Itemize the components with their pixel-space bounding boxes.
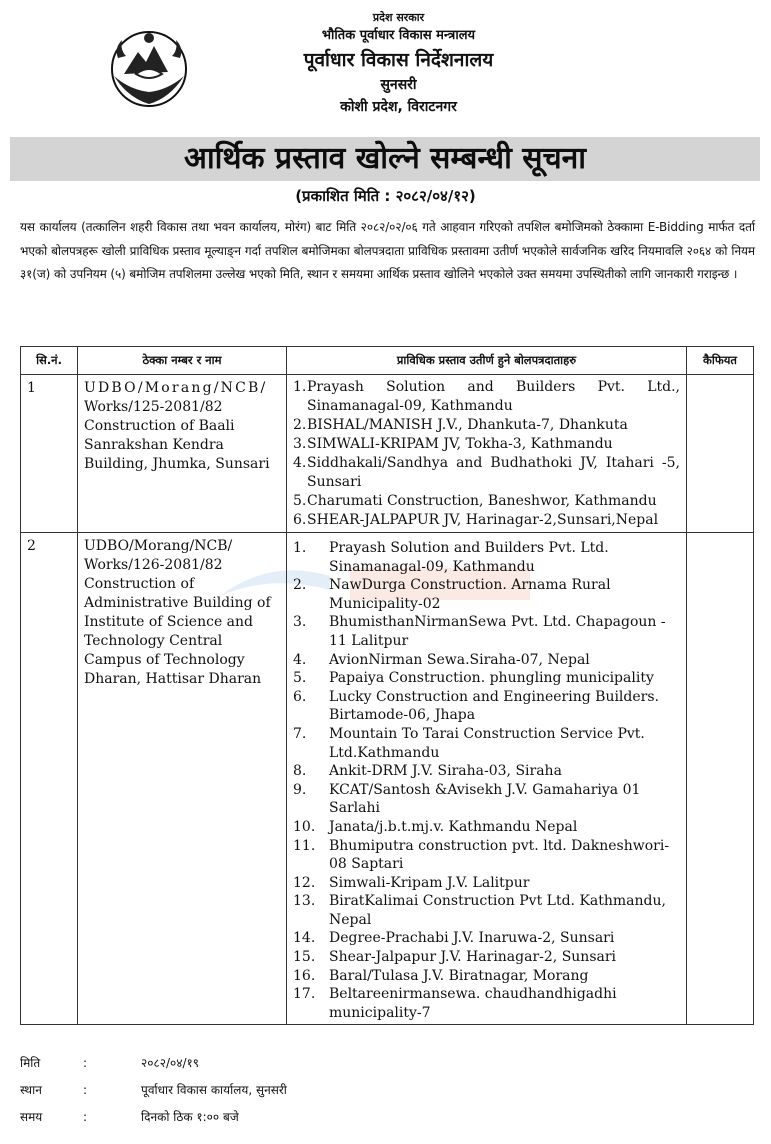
bidder-name: Lucky Construction and Engineering Builders. Birtamode-06, Jhapa: [329, 688, 659, 724]
list-item: [293, 967, 680, 986]
date-label: मिति: [20, 1056, 41, 1070]
list-item: [293, 688, 680, 725]
list-item: [293, 948, 680, 967]
date-value: २०८२/०४/१९: [141, 1056, 200, 1070]
bidder-name: Ankit-DRM J.V. Siraha-03, Siraha: [329, 763, 562, 780]
date-row: [20, 1050, 740, 1077]
time-label: समय: [20, 1110, 43, 1124]
list-item: [293, 781, 680, 818]
list-item: [293, 651, 680, 670]
list-item: [293, 539, 680, 576]
list-item: [293, 669, 680, 688]
bidder-name: Degree-Prachabi J.V. Inaruwa-2, Sunsari: [329, 930, 615, 947]
column-header-bidders: प्राविधिक प्रस्ताव उतीर्ण हुने बोलपत्रदाताहरु: [287, 347, 687, 375]
contract-title: Construction of Administrative Building of Institute of Science and Technology Central Campus of Technology Dharan, Hattisar Dharan: [84, 576, 271, 687]
list-item: [293, 874, 680, 893]
bidders-list: [287, 533, 686, 1024]
bidder-name: SHEAR-JALPAPUR JV, Harinagar-2,Sunsari,Nepal: [307, 512, 659, 528]
item-number: 16.: [293, 967, 316, 984]
contract-title: Construction of Baali Sanrakshan Kendra Building, Jhumka, Sunsari: [84, 418, 270, 472]
bidders-table: [20, 346, 754, 1025]
bidder-name: NawDurga Construction. Arnama Rural Municipality-02: [329, 577, 611, 612]
bidder-name: AvionNirman Sewa.Siraha-07, Nepal: [329, 651, 590, 668]
colon: :: [83, 1083, 88, 1097]
item-number: 1.: [293, 540, 307, 556]
item-number: 3.: [293, 614, 307, 631]
contract-cell: [78, 533, 287, 1025]
item-number: 1.: [293, 379, 307, 395]
remarks-cell: [687, 533, 754, 1025]
contract-cell: [78, 375, 287, 533]
item-number: 9.: [293, 781, 307, 798]
list-item: [293, 454, 680, 492]
letterhead-text: [0, 10, 771, 118]
item-number: 5.: [293, 670, 307, 687]
contract-code-line2: Works/126-2081/82: [84, 557, 223, 573]
item-number: 17.: [293, 986, 316, 1003]
item-number: 4.: [293, 651, 307, 668]
table-header-row: [21, 347, 754, 375]
bidder-name: Shear-Jalpapur J.V. Harinagar-2, Sunsari: [329, 949, 617, 966]
bidder-name: Papaiya Construction. phungling municipality: [329, 670, 654, 687]
bidder-name: KCAT/Santosh &Avisekh J.V. Gamahariya 01 Sarlahi: [329, 781, 641, 817]
row-sn: 2: [21, 533, 78, 1025]
list-item: [293, 378, 680, 416]
bidder-name: Prayash Solution and Builders Pvt. Ltd. Sinamanagal-09, Kathmandu: [329, 540, 609, 575]
place-row: [20, 1077, 740, 1104]
notice-title: आर्थिक प्रस्ताव खोल्ने सम्बन्धी सूचना: [10, 137, 760, 181]
time-value: दिनको ठिक १:०० बजे: [141, 1110, 239, 1124]
province-government: प्रदेश सरकार: [372, 11, 425, 24]
list-item: [293, 892, 680, 929]
bidder-name: Prayash Solution and Builders Pvt. Ltd., Sinamanagal-09, Kathmandu: [307, 379, 680, 414]
column-header-contract: ठेक्का नम्बर र नाम: [78, 347, 287, 375]
bidder-name: BISHAL/MANISH J.V., Dhankuta-7, Dhankuta: [307, 417, 628, 433]
item-number: 2.: [293, 417, 307, 433]
bidder-name: BhumisthanNirmanSewa Pvt. Ltd. Chapagoun - 11 Lalitpur: [329, 614, 666, 649]
item-number: 13.: [293, 893, 316, 910]
item-number: 6.: [293, 688, 307, 705]
place-label: स्थान: [20, 1083, 42, 1097]
bidder-name: Bhumiputra construction pvt. ltd. Dakneshwori-08 Saptari: [329, 837, 670, 873]
time-row: [20, 1104, 740, 1131]
list-item: [293, 613, 680, 650]
place-value: पूर्वाधार विकास कार्यालय, सुनसरी: [141, 1083, 287, 1097]
item-number: 11.: [293, 837, 316, 854]
item-number: 2.: [293, 577, 307, 594]
notice-body: यस कार्यालय (तत्कालिन शहरी विकास तथा भवन कार्यालय, मोरंग) बाट मिति २०८२/०२/०६ गते आहवान गरिएको तपशिल बमोजिमको ठेक्कामा E-Bidding मार्फत दर्ता भएको बोलपत्रहरू खोली प्राविधिक प्रस्ताव मूल्याङ्न गर्दा तपशिल बमोजिमका बोलपत्रदाता प्राविधिक प्रस्तावमा उतीर्ण भएकोले सार्वजनिक खरिद नियमावलि २०६४ को नियम ३१(ज) को उपनियम (५) बमोजिम तपशिलमा उल्लेख भएको मिति, स्थान र समयमा आर्थिक प्रस्ताव खोलिने भएकोले उक्त समयमा उपस्थितीको लागि जानकारी गराइन्छ ।: [20, 220, 755, 281]
item-number: 3.: [293, 436, 307, 452]
bidder-name: BiratKalimai Construction Pvt Ltd. Kathmandu, Nepal: [329, 893, 666, 928]
list-item: [293, 725, 680, 762]
bidders-list: [287, 375, 686, 532]
list-item: [293, 492, 680, 511]
list-item: [293, 818, 680, 837]
bidder-name: Baral/Tulasa J.V. Biratnagar, Morang: [329, 967, 589, 984]
list-item: [293, 576, 680, 613]
list-item: [293, 511, 680, 530]
list-item: [293, 929, 680, 948]
table-row: [21, 375, 754, 533]
colon: :: [83, 1056, 88, 1070]
office-location: सुनसरी: [380, 77, 417, 93]
letterhead: [0, 0, 771, 135]
directorate-name: पूर्वाधार विकास निर्देशनालय: [303, 49, 494, 71]
column-header-sn: सि.नं.: [21, 347, 78, 375]
item-number: 6.: [293, 512, 307, 528]
bidder-name: Siddhakali/Sandhya and Budhathoki JV, Itahari -5, Sunsari: [307, 455, 680, 490]
item-number: 10.: [293, 818, 316, 835]
province-address: कोशी प्रदेश, विराटनगर: [340, 99, 457, 115]
item-number: 4.: [293, 455, 307, 471]
item-number: 5.: [293, 493, 307, 509]
row-sn: 1: [21, 375, 78, 533]
bidder-name: Mountain To Tarai Construction Service Pvt. Ltd.Kathmandu: [329, 725, 645, 761]
table-row: [21, 533, 754, 1025]
bidders-cell: [287, 375, 687, 533]
bidder-name: Simwali-Kripam J.V. Lalitpur: [329, 874, 530, 891]
contract-code-line2: Works/125-2081/82: [84, 399, 223, 415]
item-number: 14.: [293, 930, 316, 947]
bidder-name: Beltareenirmansewa. chaudhandhigadhi municipality-7: [329, 986, 617, 1021]
list-item: [293, 762, 680, 781]
published-date: (प्रकाशित मिति : २०८२/०४/१२): [295, 187, 476, 205]
list-item: [293, 435, 680, 454]
bidder-name: Janata/j.b.t.mj.v. Kathmandu Nepal: [329, 818, 578, 835]
item-number: 7.: [293, 725, 307, 742]
contract-code: UDBO/Morang/NCB/: [84, 538, 233, 554]
column-header-remarks: कैफियत: [687, 347, 754, 375]
item-number: 12.: [293, 874, 316, 891]
contract-code: UDBO/Morang/NCB/: [84, 380, 268, 396]
ministry-name: भौतिक पूर्वाधार विकास मन्त्रालय: [321, 28, 476, 43]
list-item: [293, 837, 680, 874]
remarks-cell: [687, 375, 754, 533]
bidder-name: SIMWALI-KRIPAM JV, Tokha-3, Kathmandu: [307, 436, 613, 452]
opening-details: [20, 1050, 740, 1131]
bidders-cell: [287, 533, 687, 1025]
item-number: 8.: [293, 763, 307, 780]
bidder-name: Charumati Construction, Baneshwor, Kathmandu: [307, 493, 657, 509]
colon: :: [83, 1110, 88, 1124]
list-item: [293, 985, 680, 1022]
list-item: [293, 416, 680, 435]
item-number: 15.: [293, 949, 316, 966]
